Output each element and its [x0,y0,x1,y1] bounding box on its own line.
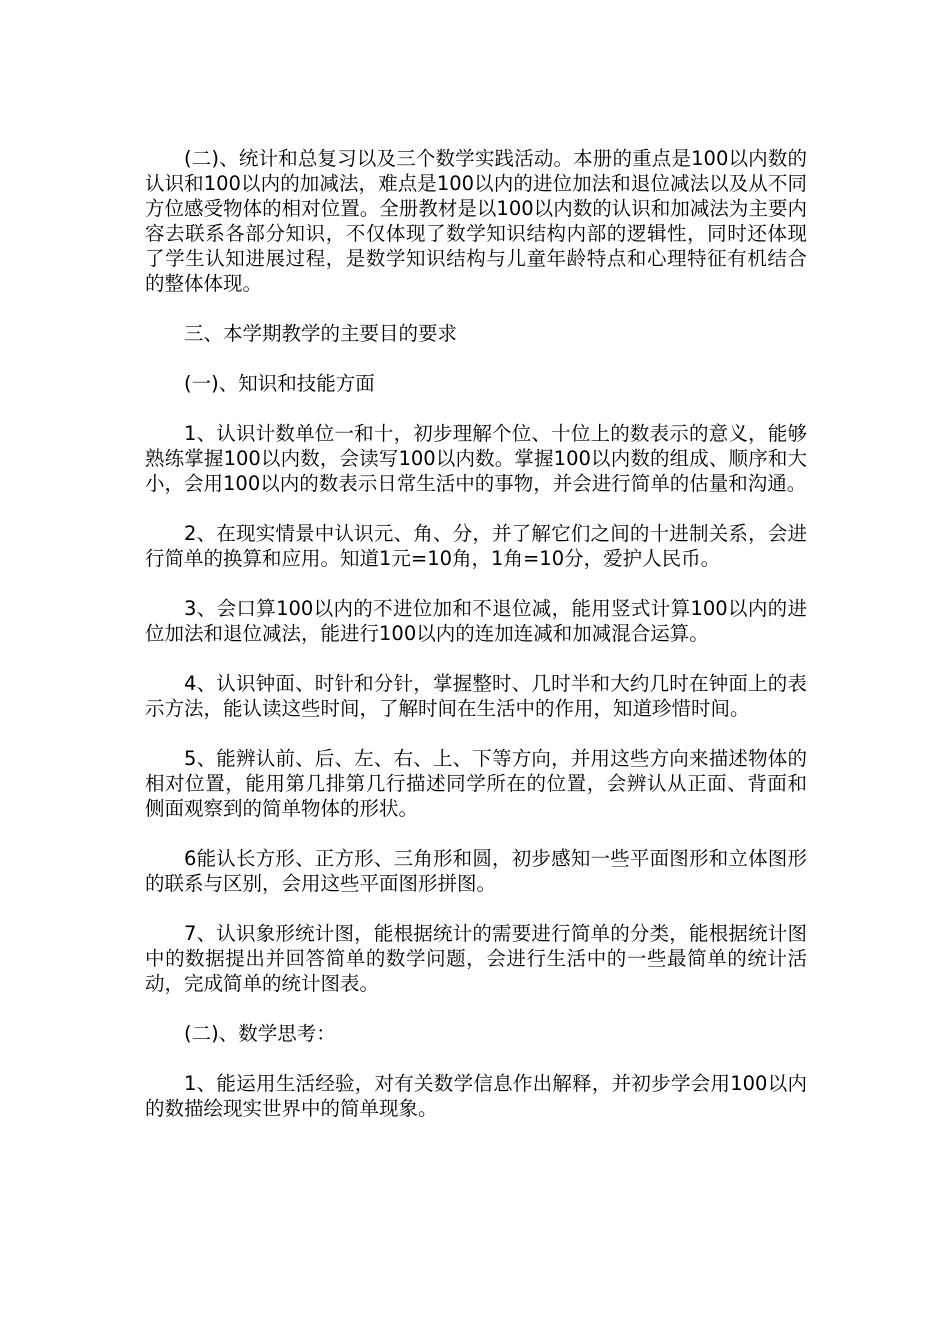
list-item-6: 6能认长方形、正方形、三角形和圆，初步感知一些平面图形和立体图形的联系与区别，会用这些平面图形拼图。 [145,847,807,895]
list-item-3: 3、会口算100以内的不进位加和不退位减，能用竖式计算100以内的进位加法和退位减法，能进行100以内的连加连减和加减混合运算。 [145,597,807,645]
list-item-7: 7、认识象形统计图，能根据统计的需要进行简单的分类，能根据统计图中的数据提出并回答简单的数学问题，会进行生活中的一些最简单的统计活动，完成简单的统计图表。 [145,922,807,995]
list-item-5: 5、能辨认前、后、左、右、上、下等方向，并用这些方向来描述物体的相对位置，能用第几排第几行描述同学所在的位置，会辨认从正面、背面和侧面观察到的简单物体的形状。 [145,747,807,820]
list-item-4: 4、认识钟面、时针和分针，掌握整时、几时半和大约几时在钟面上的表示方法，能认读这些时间，了解时间在生活中的作用，知道珍惜时间。 [145,672,807,720]
list-item-thinking-1: 1、能运用生活经验，对有关数学信息作出解释，并初步学会用100以内的数描绘现实世界中的简单现象。 [145,1072,807,1120]
document-body [145,146,807,1146]
list-item-1: 1、认识计数单位一和十，初步理解个位、十位上的数表示的意义，能够熟练掌握100以内数，会读写100以内数。掌握100以内数的组成、顺序和大小，会用100以内的数表示日常生活中的事物，并会进行简单的估量和沟通。 [145,422,807,495]
section-heading-goals: 三、本学期教学的主要目的要求 [184,322,458,345]
subsection-heading-math-thinking: (二)、数学思考： [184,1022,336,1045]
paragraph-overview: (二)、统计和总复习以及三个数学实践活动。本册的重点是100以内数的认识和100以内的加减法，难点是100以内的进位加法和退位减法以及从不同方位感受物体的相对位置。全册教材是以100以内数的认识和加减法为主要内容去联系各部分知识，不仅体现了数学知识结构内部的逻辑性，同时还体现了学生认知进展过程，是数学知识结构与儿童年龄特点和心理特征有机结合的整体体现。 [145,147,807,295]
list-item-2: 2、在现实情景中认识元、角、分，并了解它们之间的十进制关系，会进行简单的换算和应用。知道1元=10角，1角=10分，爱护人民币。 [145,522,807,570]
subsection-heading-knowledge-skills: (一)、知识和技能方面 [184,372,375,395]
